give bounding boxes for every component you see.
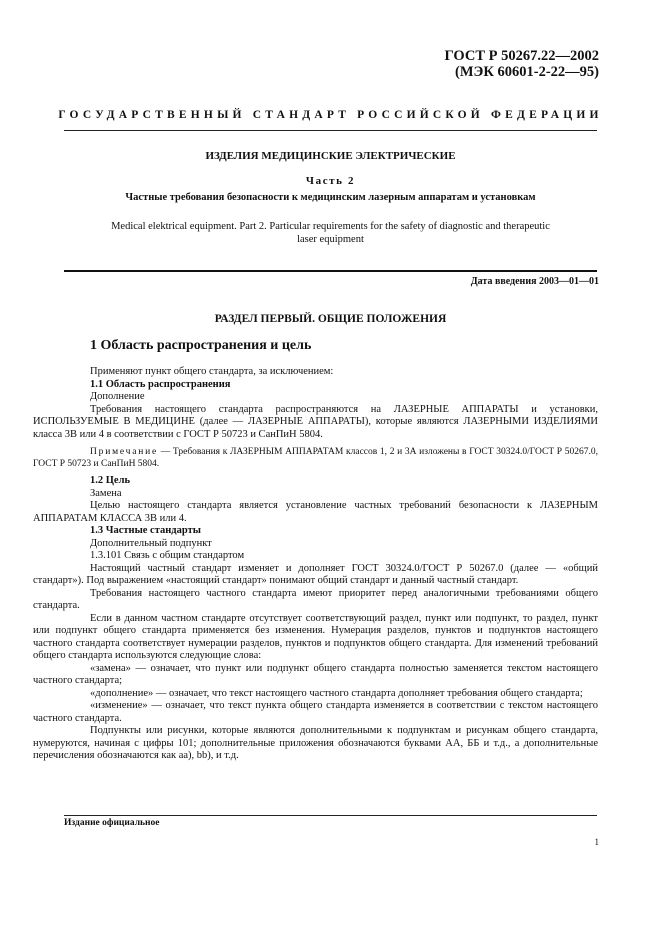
paragraph-absent: Если в данном частном стандарте отсутствует соответствующий раздел, пункт или подпункт, то раздел, пункт или подпункт общего стандарта применяется без изменения. Нумерация разделов, пунктов и подпунктов настоящего частного стандарта соответствует нумерации разделов, пунктов и подпунктов общего стандарта. Для изменений требований общего стандарта используются следующие слова: bbox=[33, 612, 598, 661]
document-title: ИЗДЕЛИЯ МЕДИЦИНСКИЕ ЭЛЕКТРИЧЕСКИЕ bbox=[205, 150, 456, 162]
note-text: — Требования к ЛАЗЕРНЫМ АППАРАТАМ классов 1, 2 и 3А изложены в ГОСТ 30324.0/ГОСТ Р 50267.0, ГОСТ Р 50723 и СанПиН 5804. bbox=[33, 447, 598, 469]
heading-1-2: 1.2 Цель bbox=[90, 475, 131, 486]
paragraph-goal: Целью настоящего стандарта является установление частных требований безопасности к ЛАЗЕРНЫМ АППАРАТАМ КЛАССА 3В или 4. bbox=[33, 500, 598, 524]
paragraph-replace-label: Замена bbox=[90, 487, 122, 499]
document-subtitle: Частные требования безопасности к медицинским лазерным аппаратам и установкам bbox=[125, 192, 536, 203]
iec-number: (МЭК 60601-2-22—95) bbox=[455, 64, 599, 80]
paragraph-apply: Применяют пункт общего стандарта, за исключением: bbox=[90, 366, 334, 377]
paragraph-scope: Требования настоящего стандарта распространяются на ЛАЗЕРНЫЕ АППАРАТЫ и установки, ИСПОЛЬЗУЕМЫЕ В МЕДИЦИНЕ (далее — ЛАЗЕРНЫЕ АППАРАТЫ), которые являются ЛАЗЕРНЫМИ ИЗДЕЛИЯМИ класса 3В или 4 в соответствии с ГОСТ Р 50723 и СанПиН 5804. bbox=[33, 403, 598, 440]
gost-designation bbox=[445, 48, 599, 80]
note bbox=[33, 446, 598, 470]
paragraph-link: Настоящий частный стандарт изменяет и дополняет ГОСТ 30324.0/ГОСТ Р 50267.0 (далее — «общий стандарт»). Под выражением «настоящий стандарт» понимают общий стандарт и данный частный стандарт. bbox=[33, 562, 598, 586]
paragraph-subpoints: Подпункты или рисунки, которые являются дополнительными к подпунктам и рисункам общего стандарта, нумеруются, начиная с цифры 101; дополнительные приложения обозначаются буквами АА, ББ и т.д., а дополнительные перечисления обозначаются как аа), bb), и т.д. bbox=[33, 725, 598, 761]
footer-divider bbox=[64, 815, 597, 816]
part-label: Часть 2 bbox=[305, 175, 356, 187]
page-number: 1 bbox=[594, 837, 599, 847]
note-label: Примечание bbox=[90, 447, 159, 457]
clause-heading: 1 Область распространения и цель bbox=[90, 338, 312, 353]
body-text bbox=[33, 366, 598, 763]
header-divider bbox=[64, 130, 597, 131]
english-title-line-1: Medical elektrical equipment. Part 2. Particular requirements for the safety of diagnostic and therapeutic bbox=[111, 221, 550, 232]
paragraph-priority: Требования настоящего частного стандарта имеют приоритет перед аналогичными требованиями общего стандарта. bbox=[33, 587, 598, 611]
paragraph-zamena: «замена» — означает, что пункт или подпункт общего стандарта полностью заменяется текстом настоящего частного стандарта; bbox=[33, 662, 598, 686]
state-standard-banner: ГОСУДАРСТВЕННЫЙ СТАНДАРТ РОССИЙСКОЙ ФЕДЕРАЦИИ bbox=[58, 109, 603, 121]
heading-1-1: 1.1 Область распространения bbox=[90, 378, 231, 390]
paragraph-dopolnenie: «дополнение» — означает, что текст настоящего частного стандарта дополняет требования общего стандарта; bbox=[90, 687, 583, 699]
paragraph-izmenenie: «изменение» — означает, что текст пункта общего стандарта изменяется в соответствии с текстом настоящего частного стандарта. bbox=[33, 700, 598, 724]
section-heading: РАЗДЕЛ ПЕРВЫЙ. ОБЩИЕ ПОЛОЖЕНИЯ bbox=[214, 313, 447, 325]
gost-number: ГОСТ Р 50267.22—2002 bbox=[444, 48, 599, 64]
heading-1-3: 1.3 Частные стандарты bbox=[90, 525, 201, 536]
english-title bbox=[90, 220, 571, 246]
paragraph-extra-subpoint: Дополнительный подпункт bbox=[90, 537, 212, 549]
title-divider bbox=[64, 270, 597, 272]
official-edition-label: Издание официальное bbox=[64, 818, 160, 828]
english-title-line-2: laser equipment bbox=[297, 234, 364, 245]
introduction-date: Дата введения 2003—01—01 bbox=[470, 276, 599, 287]
paragraph-1-3-101: 1.3.101 Связь с общим стандартом bbox=[90, 550, 245, 561]
paragraph-addition-label: Дополнение bbox=[90, 391, 145, 402]
